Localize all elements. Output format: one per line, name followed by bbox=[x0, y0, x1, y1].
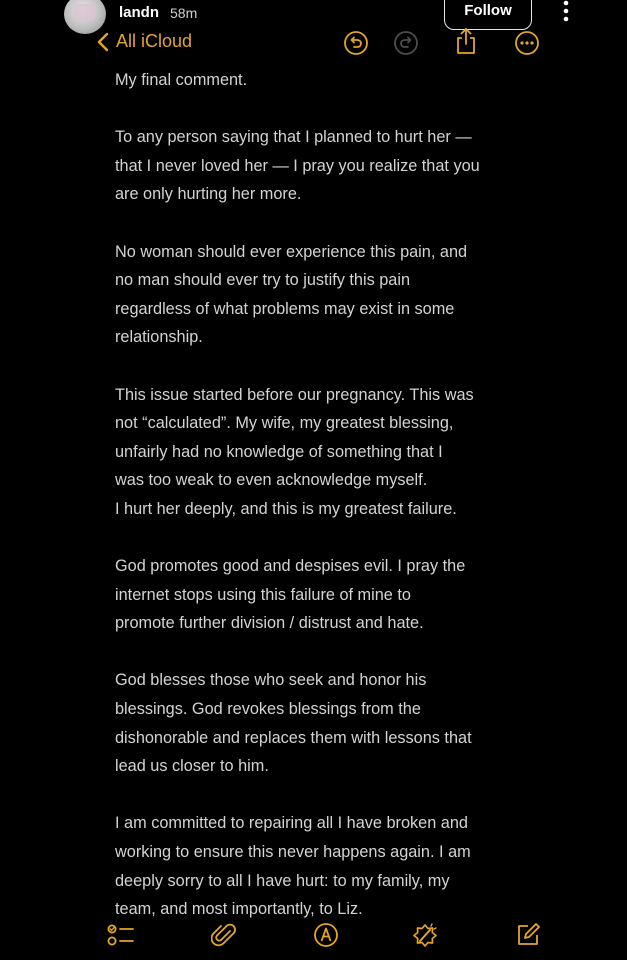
redo-icon[interactable] bbox=[393, 30, 419, 56]
undo-icon[interactable] bbox=[343, 30, 369, 56]
back-button[interactable] bbox=[96, 31, 192, 52]
writing-tools-icon[interactable] bbox=[410, 922, 440, 950]
follow-button[interactable]: Follow bbox=[444, 0, 532, 30]
post-time: 58m bbox=[170, 5, 198, 21]
avatar[interactable] bbox=[64, 0, 106, 34]
username[interactable]: landn bbox=[119, 4, 159, 21]
chevron-left-icon bbox=[96, 32, 110, 52]
checklist-icon[interactable] bbox=[106, 922, 136, 948]
more-options-icon[interactable] bbox=[514, 30, 540, 56]
avatar-image bbox=[74, 4, 96, 20]
note-paragraph-6: God blesses those who seek and honor his blessings. God revokes blessings from the dishonorable and replaces them with lessons that lead us closer to him. bbox=[115, 671, 472, 776]
note-body[interactable] bbox=[115, 66, 555, 952]
markup-icon[interactable] bbox=[313, 922, 339, 948]
share-icon[interactable] bbox=[454, 26, 478, 56]
compose-icon[interactable] bbox=[515, 922, 541, 948]
note-paragraph-5: God promotes good and despises evil. I pray the internet stops using this failure of mine to promote further division / distrust and hate. bbox=[115, 557, 466, 633]
note-paragraph-2: To any person saying that I planned to hurt her — that I never loved her — I pray you realize that you are only hurting her more. bbox=[115, 128, 480, 204]
more-vertical-icon[interactable] bbox=[558, 0, 574, 22]
note-paragraph-1: My final comment. bbox=[115, 71, 248, 89]
note-paragraph-3: No woman should ever experience this pain, and no man should ever try to justify this pain regardless of what problems may exist in some relationship. bbox=[115, 242, 468, 347]
note-paragraph-7: I am committed to repairing all I have broken and working to ensure this never happens again. I am deeply sorry to all I have hurt: to my family, my team, and most importantly, to Liz. bbox=[115, 814, 471, 919]
back-label: All iCloud bbox=[116, 31, 193, 51]
attachment-icon[interactable] bbox=[211, 922, 237, 950]
note-paragraph-4: This issue started before our pregnancy. This was not “calculated”. My wife, my greatest blessing, unfairly had no knowledge of something that I was too weak to even acknowledge myself. I hurt her deeply, and this is my greatest failure. bbox=[115, 385, 474, 518]
